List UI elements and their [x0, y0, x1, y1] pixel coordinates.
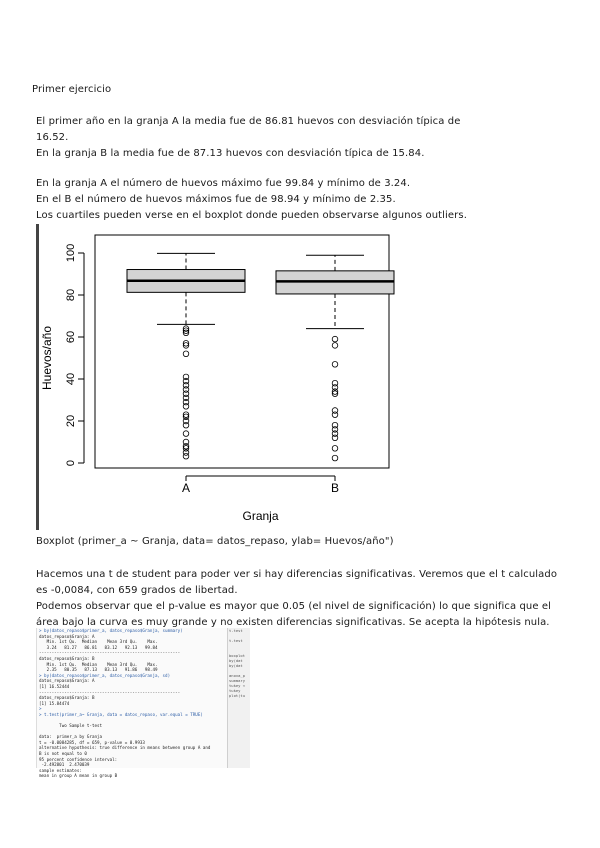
outlier-point	[332, 446, 338, 452]
text-line: En la granja B la media fue de 87.13 huevos con desviación típica de 15.84.	[36, 148, 425, 159]
console-line: mean in group A mean in group B	[39, 773, 118, 779]
history-line: by(dat	[229, 658, 243, 663]
outlier-point	[332, 455, 338, 461]
text-line: es -0,0084, con 659 grados de libertad.	[36, 585, 238, 596]
history-line: by(dat	[229, 663, 243, 668]
history-line: plot(tu	[229, 693, 246, 698]
text-line: En el B el número de huevos máximos fue de 98.94 y mínimo de 2.35.	[36, 194, 396, 205]
y-tick-label: 20	[65, 414, 77, 428]
y-axis-label: Huevos/año	[40, 325, 54, 391]
boxplot-chart	[36, 224, 392, 530]
history-line: tukey	[229, 688, 241, 693]
paragraph-means	[36, 114, 556, 162]
x-axis-label: Granja	[242, 509, 279, 523]
y-tick-label: 80	[65, 288, 77, 302]
outlier-point	[183, 422, 189, 428]
console-line: t = -0.0084285, df = 659, p-value = 0.9933	[39, 739, 145, 745]
console-line: datos_repaso$Granja: A	[39, 633, 95, 639]
paragraph-extremes	[36, 176, 556, 224]
console-line: Min. 1st Qu. Median Mean 3rd Qu. Max.	[39, 661, 158, 667]
figure-caption: Boxplot (primer_a ~ Granja, data= datos_repaso, ylab= Huevos/año")	[36, 536, 394, 547]
y-tick-label: 60	[65, 330, 77, 344]
console-line: 3.24 81.27 86.81 83.12 92.13 99.84	[39, 644, 158, 650]
text-line: El primer año en la granja A la media fue de 86.81 huevos con desviación típica de	[36, 116, 461, 127]
console-line: --------------------------------------------------------	[39, 650, 181, 656]
outlier-point	[183, 431, 189, 437]
history-line: tukey <	[229, 683, 246, 688]
console-line: Min. 1st Qu. Median Mean 3rd Qu. Max.	[39, 639, 158, 645]
console-line: > by(datos_repaso$primer_a, datos_repaso$Granja, sd)	[39, 672, 171, 678]
console-output	[39, 628, 225, 779]
console-line: [1] 16.52444	[39, 683, 70, 689]
boxplot-figure	[36, 224, 392, 530]
console-line: B is not equal to 0	[39, 751, 87, 757]
console-line: datos_repaso$Granja: A	[39, 678, 95, 684]
x-tick-label: B	[330, 481, 340, 495]
outlier-point	[332, 343, 338, 349]
history-line: summary	[229, 678, 246, 683]
console-line: 95 percent confidence interval:	[39, 756, 118, 762]
history-panel	[227, 628, 250, 768]
text-line: Hacemos una t de student para poder ver si hay diferencias significativas. Veremos que el t calculado	[36, 569, 558, 580]
console-line: sample estimates:	[39, 767, 82, 773]
outlier-point	[183, 453, 189, 459]
console-line: data: primer_a by Granja	[39, 734, 103, 740]
outlier-point	[183, 351, 189, 357]
text-line: área bajo la curva es muy grande y no existen diferencias significativas. Se acepta la hipótesis nula.	[36, 617, 550, 628]
paragraph-ttest	[36, 567, 566, 631]
console-line: > t.test(primer_a~ Granja, data = datos_repaso, var.equal = TRUE)	[39, 711, 203, 717]
outlier-point	[332, 336, 338, 342]
console-line: >	[39, 706, 42, 712]
console-line: --------------------------------------------------------	[39, 689, 181, 695]
outlier-point	[332, 362, 338, 368]
console-line: datos_repaso$Granja: B	[39, 695, 95, 701]
y-tick-label: 0	[65, 459, 77, 467]
console-line: 2.35 80.35 87.13 83.13 91.86 98.49	[39, 667, 158, 673]
outlier-point	[332, 412, 338, 418]
text-line: 16.52.	[36, 132, 69, 143]
r-console-screenshot	[36, 628, 249, 779]
history-line: t.test	[229, 628, 243, 633]
x-tick-label: A	[181, 481, 191, 495]
section-heading: Primer ejercicio	[32, 84, 112, 95]
console-line: -2.492801 2.470039	[39, 762, 90, 768]
outlier-point	[183, 404, 189, 410]
history-line: t.test	[229, 638, 243, 643]
history-line: anova_p	[229, 673, 246, 678]
text-line: Podemos observar que el p-value es mayor que 0.05 (el nivel de significación) lo que significa que el	[36, 601, 552, 612]
console-line: [1] 15.84474	[39, 700, 70, 706]
console-line: datos_repaso$Granja: B	[39, 655, 95, 661]
history-line: boxplot	[229, 653, 246, 658]
console-line: > by(datos_repaso$primer_a, datos_repaso$Granja, summary)	[39, 628, 183, 633]
console-line: Two Sample t-test	[39, 723, 103, 729]
y-tick-label: 100	[65, 243, 77, 263]
console-line: alternative hypothesis: true difference in means between group A and	[39, 745, 211, 751]
text-line: Los cuartiles pueden verse en el boxplot donde pueden observarse algunos outliers.	[36, 210, 467, 221]
outlier-point	[332, 435, 338, 441]
text-line: En la granja A el número de huevos máximo fue 99.84 y mínimo de 3.24.	[36, 178, 411, 189]
y-tick-label: 40	[65, 372, 77, 386]
